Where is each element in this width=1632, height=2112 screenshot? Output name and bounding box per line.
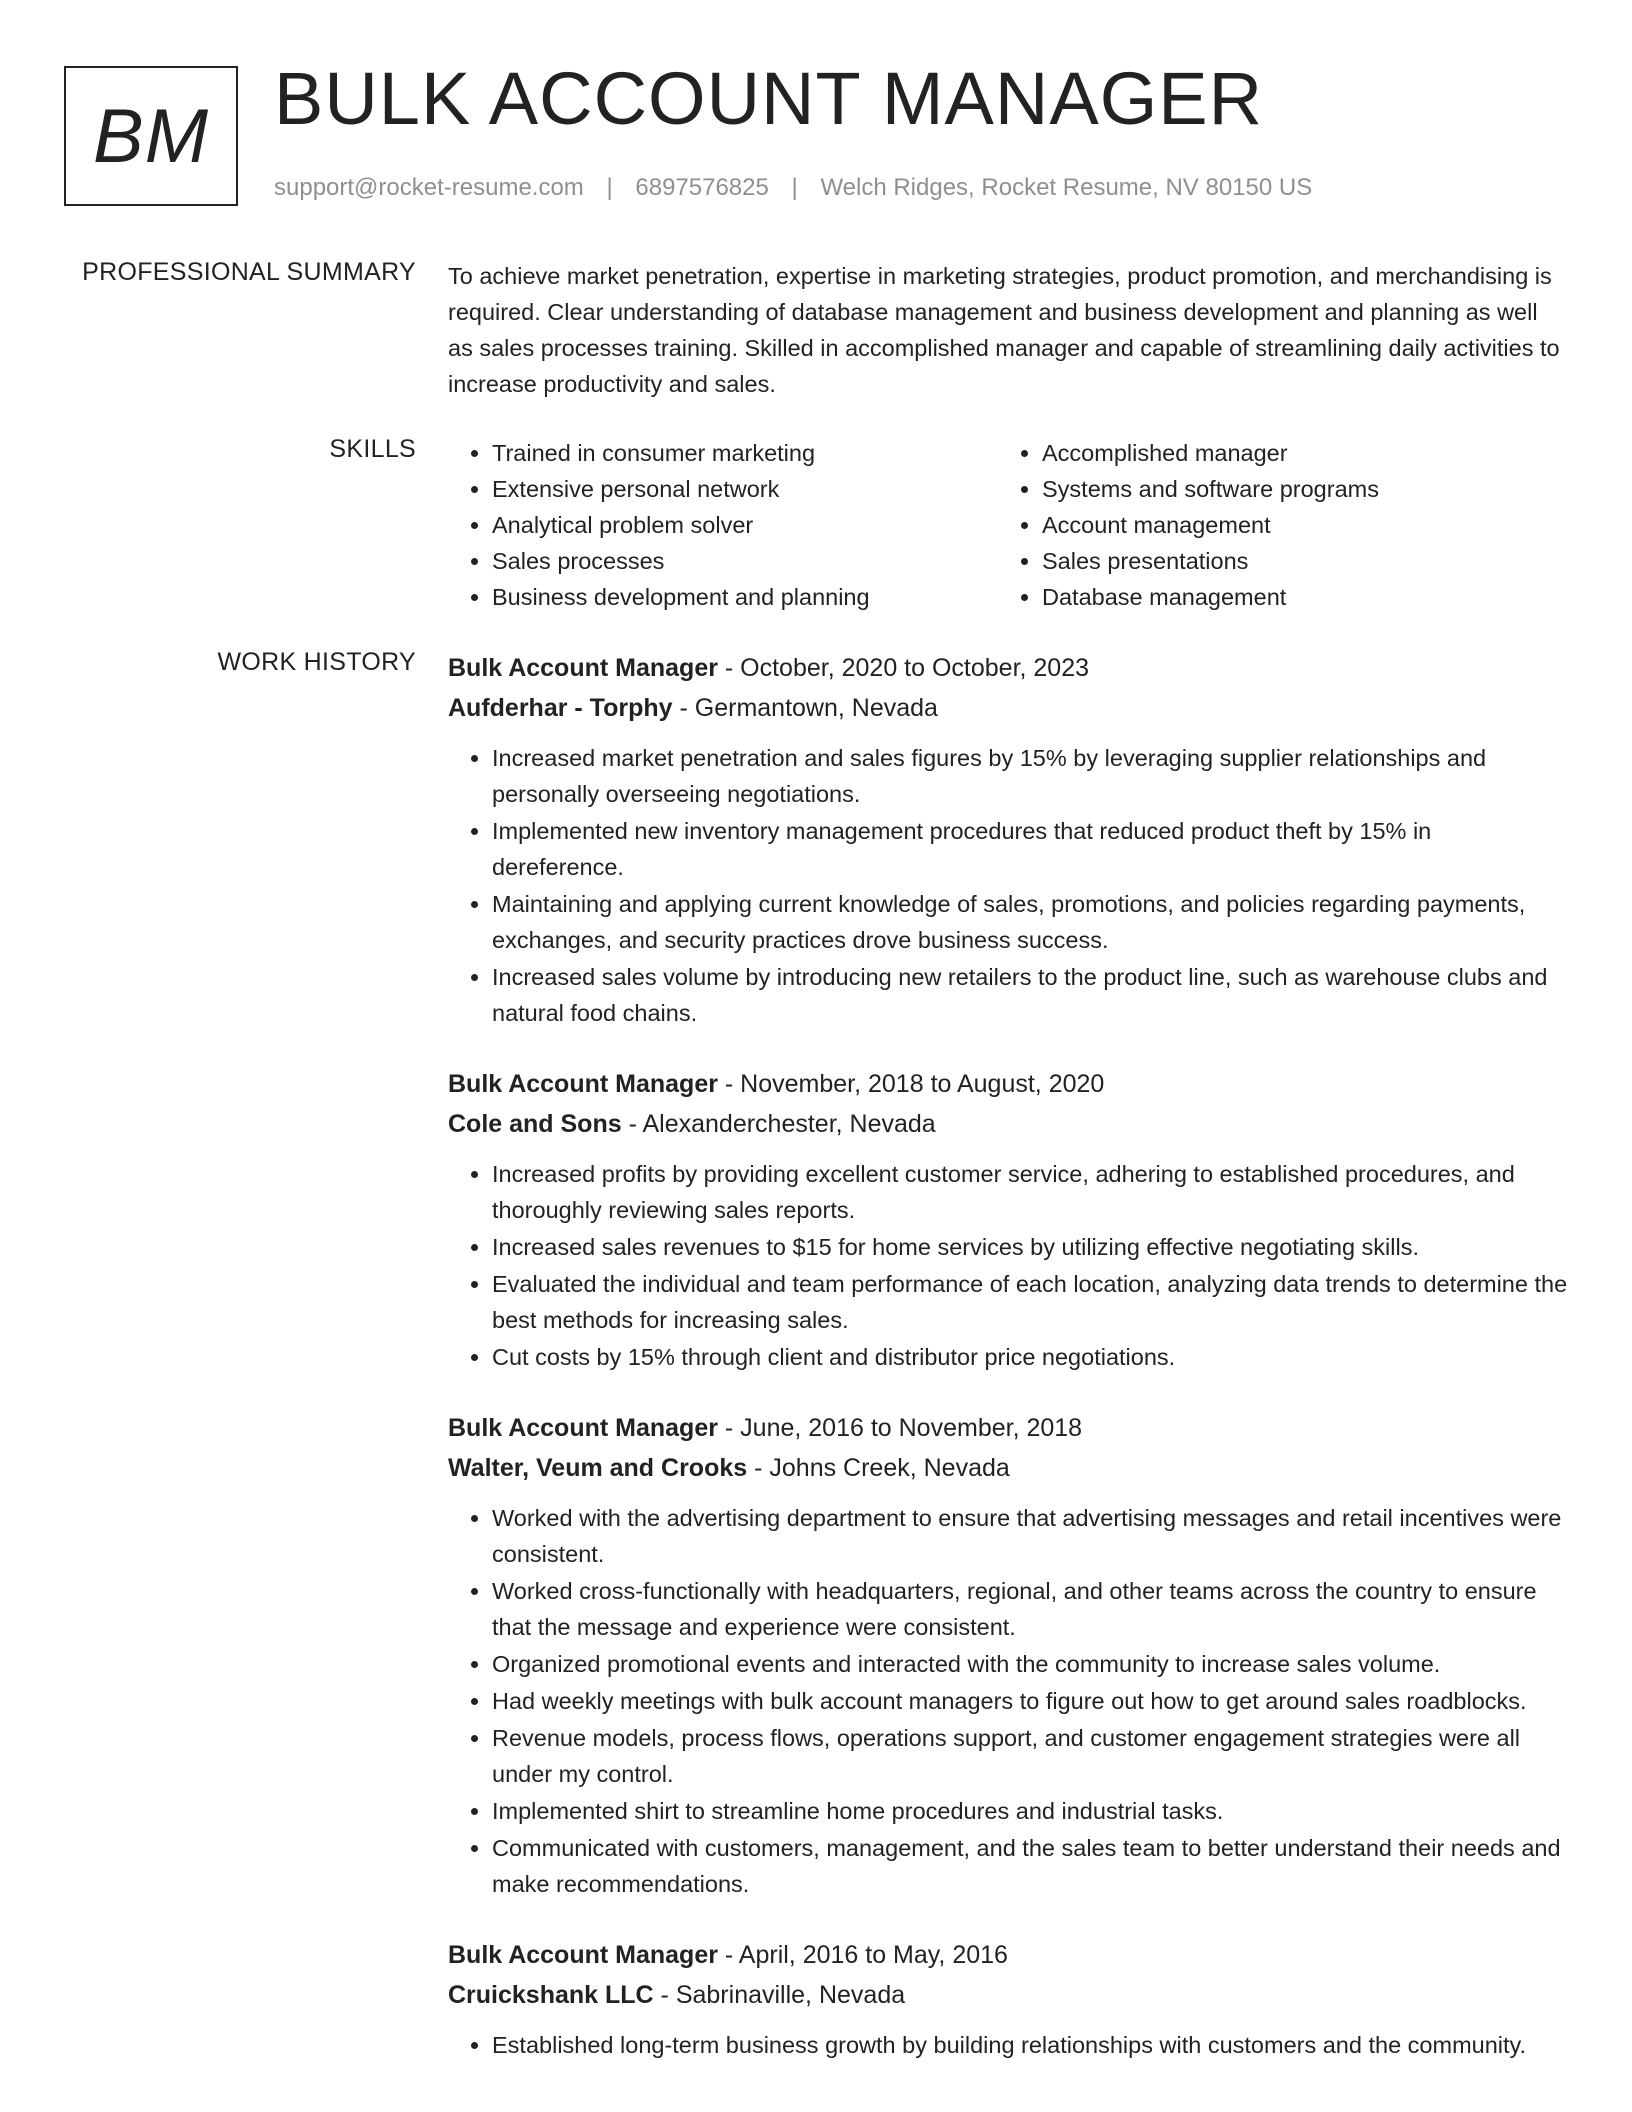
summary-heading: PROFESSIONAL SUMMARY [82, 258, 416, 286]
job-dates: - November, 2018 to August, 2020 [717, 1070, 1105, 1098]
job-bullet: • Worked with the advertising department to ensure that advertising messages and retail incentives were consistent. [492, 1500, 1568, 1572]
job-bullet: • Increased profits by providing excellent customer service, adhering to established procedures, and thoroughly reviewing sales reports. [492, 1156, 1568, 1228]
job-bullet: • Increased market penetration and sales figures by 15% by leveraging supplier relationships and personally overseeing negotiations. [492, 740, 1568, 812]
contact-line [274, 174, 1312, 202]
job-bullet: • Maintaining and applying current knowledge of sales, promotions, and policies regarding payments, exchanges, and security practices drove business success. [492, 886, 1568, 958]
skill-item: • Systems and software programs [1042, 471, 1548, 507]
contact-address: Welch Ridges, Rocket Resume, NV 80150 US [820, 174, 1313, 201]
job-company-line [448, 688, 1568, 728]
work-history-body [448, 648, 1568, 2096]
job-company: Cruickshank LLC [448, 1981, 654, 2009]
job-company-line [448, 1448, 1568, 1488]
job-title: Bulk Account Manager [448, 1941, 718, 1969]
skill-item: • Database management [1042, 579, 1548, 615]
contact-phone[interactable]: 6897576825 [635, 174, 769, 201]
skills-body [448, 435, 1568, 615]
job-bullet: • Cut costs by 15% through client and distributor price negotiations. [492, 1339, 1568, 1375]
page-title: BULK ACCOUNT MANAGER [274, 57, 1264, 140]
job-dates: - October, 2020 to October, 2023 [717, 654, 1090, 682]
job-bullets [448, 1500, 1568, 1902]
skill-item: • Accomplished manager [1042, 435, 1548, 471]
job-title-line [448, 1408, 1568, 1448]
job-title: Bulk Account Manager [448, 654, 718, 682]
job-company: Aufderhar - Torphy [448, 694, 673, 722]
job-bullet: • Evaluated the individual and team performance of each location, analyzing data trends to determine the best methods for increasing sales. [492, 1266, 1568, 1338]
job-location: - Sabrinaville, Nevada [653, 1981, 906, 2009]
skills-grid [448, 435, 1568, 615]
job-company: Cole and Sons [448, 1110, 622, 1138]
resume-header [64, 57, 1564, 212]
skill-item: • Sales processes [492, 543, 998, 579]
skill-item: • Account management [1042, 507, 1548, 543]
skill-item: • Business development and planning [492, 579, 998, 615]
job-company-line [448, 1104, 1568, 1144]
skills-heading: SKILLS [329, 435, 416, 463]
job-entry [448, 1935, 1568, 2063]
job-dates: - June, 2016 to November, 2018 [717, 1414, 1083, 1442]
skill-item: • Extensive personal network [492, 471, 998, 507]
skill-item: • Analytical problem solver [492, 507, 998, 543]
job-bullet: • Increased sales volume by introducing new retailers to the product line, such as warehouse clubs and natural food chains. [492, 959, 1568, 1031]
job-title: Bulk Account Manager [448, 1414, 718, 1442]
summary-body [448, 258, 1568, 402]
job-title: Bulk Account Manager [448, 1070, 718, 1098]
job-bullet: • Implemented shirt to streamline home procedures and industrial tasks. [492, 1793, 1568, 1829]
job-title-line [448, 648, 1568, 688]
job-company: Walter, Veum and Crooks [448, 1454, 748, 1482]
skills-column-left [448, 435, 998, 615]
job-location: - Alexanderchester, Nevada [621, 1110, 936, 1138]
contact-separator: | [606, 174, 613, 201]
job-title-line [448, 1935, 1568, 1975]
contact-email[interactable]: support@rocket-resume.com [274, 174, 584, 201]
skill-item: • Trained in consumer marketing [492, 435, 998, 471]
job-bullets [448, 740, 1568, 1031]
job-bullet: • Communicated with customers, management, and the sales team to better understand their needs and make recommendations. [492, 1830, 1568, 1902]
job-company-line [448, 1975, 1568, 2015]
job-bullets [448, 1156, 1568, 1375]
job-bullet: • Increased sales revenues to $15 for home services by utilizing effective negotiating skills. [492, 1229, 1568, 1265]
job-bullet: • Worked cross-functionally with headquarters, regional, and other teams across the country to ensure that the message and experience were consistent. [492, 1573, 1568, 1645]
job-location: - Germantown, Nevada [672, 694, 938, 722]
job-title-line [448, 1064, 1568, 1104]
job-entry [448, 648, 1568, 1031]
job-location: - Johns Creek, Nevada [747, 1454, 1010, 1482]
job-bullet: • Revenue models, process flows, operations support, and customer engagement strategies were all under my control. [492, 1720, 1568, 1792]
monogram-badge: BM [64, 66, 238, 206]
job-bullet: • Had weekly meetings with bulk account managers to figure out how to get around sales roadblocks. [492, 1683, 1568, 1719]
job-bullet: • Organized promotional events and interacted with the community to increase sales volume. [492, 1646, 1568, 1682]
contact-separator: | [791, 174, 798, 201]
summary-text: To achieve market penetration, expertise in marketing strategies, product promotion, and merchandising is required. Clear understanding of database management and business development and planning as well as sales processes training. Skilled in accomplished manager and capable of streamlining daily activities to increase productivity and sales. [448, 263, 1560, 397]
job-entry [448, 1408, 1568, 1902]
skills-column-right [998, 435, 1548, 615]
job-bullet: • Implemented new inventory management procedures that reduced product theft by 15% in dereference. [492, 813, 1568, 885]
job-bullet: • Established long-term business growth by building relationships with customers and the community. [492, 2027, 1568, 2063]
work-history-heading: WORK HISTORY [217, 648, 416, 676]
job-dates: - April, 2016 to May, 2016 [717, 1941, 1008, 1969]
job-entry [448, 1064, 1568, 1375]
skill-item: • Sales presentations [1042, 543, 1548, 579]
job-bullets [448, 2027, 1568, 2063]
